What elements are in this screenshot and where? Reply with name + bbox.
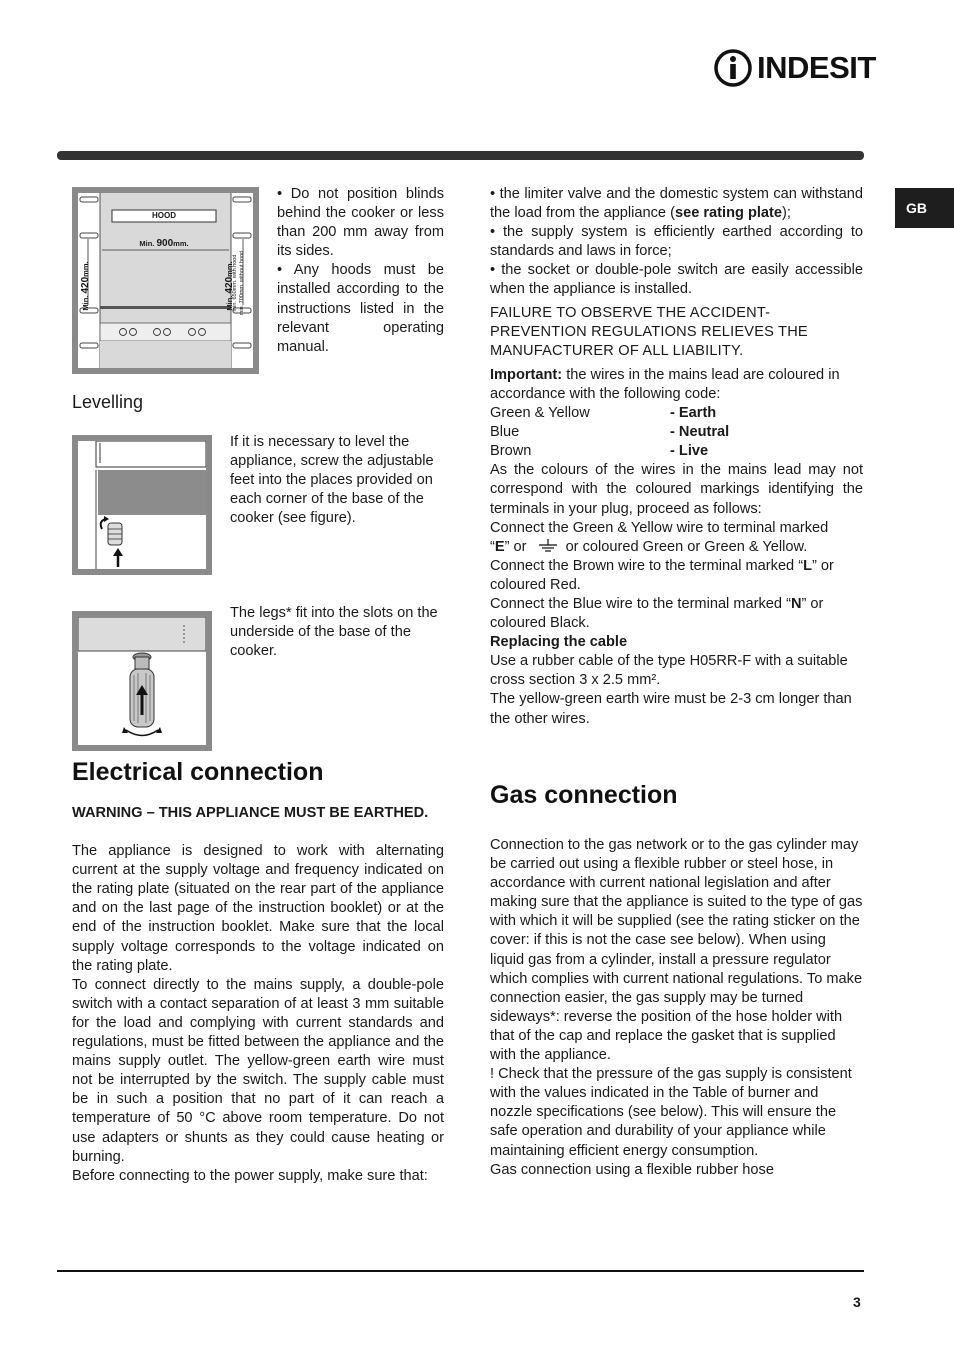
spacer [72,823,444,842]
connect-blue-text: Connect the Blue wire to the terminal marked “ [490,595,791,612]
legs-text [230,604,444,661]
wire-name: Brown [490,443,532,460]
footer-rule [57,1270,864,1272]
wire-row-earth [490,404,863,423]
connect-brown-tail: ” or coloured Red. [490,557,834,593]
left-height-value: 420 [80,276,91,294]
levelling-figure [72,435,212,575]
connect-brown-terminal: L [803,557,813,574]
gas-para-pressure: ! Check that the pressure of the gas supply is consistent with the values indicated in the Table of burner and nozzle specifications (see below). This will ensure the safe operation and durability of your appliance while maintaining efficient energy consumption. [490,1066,852,1159]
check-earthed: • the supply system is efficiently earthed according to standards and laws in force; [490,224,863,260]
gas-section [490,780,863,810]
legs-instructions: The legs* fit into the slots on the underside of the base of the cooker. [230,605,438,660]
language-tab: GB [895,188,954,228]
page-number: 3 [853,1294,861,1310]
wire-value: - Earth [670,405,717,422]
hood-width-dimension [112,239,216,249]
hood-clearance-figure [72,187,259,374]
earth-symbol-icon [537,539,559,553]
colours-note: As the colours of the wires in the mains lead may not correspond with the coloured markings identifying the terminals in your plug, proceed as follows: [490,462,863,517]
check-accessible: • the socket or double-pole switch are easily accessible when the appliance is installed. [490,262,863,298]
left-height-dimension [80,261,92,311]
connect-ge-terminal-e: E [494,538,505,555]
electrical-body [72,804,444,1186]
gas-heading: Gas connection [490,781,678,809]
connect-blue-terminal: N [790,595,802,612]
levelling-diagram [78,441,206,569]
side-note-with-hood: min. 650mm. with hood [232,254,238,312]
hood-label: HOOD [152,211,176,220]
liability-notice: FAILURE TO OBSERVE THE ACCIDENT-PREVENTION REGULATIONS RELIEVES THE MANUFACTURER OF ALL LIABILITY. [490,304,808,359]
right-column-electrical [490,185,863,729]
connect-ge-text: Connect the Green & Yellow wire to terminal marked [490,519,829,536]
hood-width-prefix: Min. [139,239,155,248]
connect-green-yellow [490,519,863,557]
levelling-heading: Levelling [72,392,144,412]
hood-bullet-blinds: • Do not position blinds behind the cooker or less than 200 mm away from its sides. [277,186,444,260]
right-height-unit: mm. [225,261,234,277]
limiter-tail: ); [782,205,791,222]
side-note-without-hood: min. 700mm. without hood [239,250,245,316]
important-text: the wires in the mains lead are coloured in accordance with the following code: [490,366,840,402]
left-height-prefix: Min. [81,295,90,311]
hood-width-unit: mm. [173,239,189,248]
connect-brown [490,557,863,595]
check-limiter-valve [490,185,863,223]
legs-figure [72,611,212,751]
electrical-para-switch: To connect directly to the mains supply, a double-pole switch with a contact separation of at least 3 mm suitable for the load and complying with current standards and regulations, must be fitted between the appliance and the mains supply outlet. The yellow-green earth wire must not be interrupted by the switch. The supply cable must be in such a position that no part of it can reach a temperature of 50 °C above room temperature. Do not use adapters or shunts as they could cause heating or burning. [72,976,444,1165]
electrical-para-supply: The appliance is designed to work with alternating current at the supply voltage and frequency indicated on the rating plate (situated on the rear part of the appliance and on the last page of the instruction booklet) or at the end of the instruction booklet. Make sure that the local supply voltage corresponds to the voltage indicated on the rating plate. [72,843,444,974]
brand-logo-icon [713,48,753,88]
replacing-line-1: Use a rubber cable of the type H05RR-F with a suitable [490,653,848,670]
connect-ge-tail: or coloured Green or Green & Yellow. [565,538,808,555]
hood-bullet-hoods: • Any hoods must be installed according to the instructions listed in the relevant operating manual. [277,262,444,355]
limiter-rating-plate: see rating plate [674,205,783,222]
connect-ge-or: ” or [504,538,527,555]
electrical-para-before: Before connecting to the power supply, make sure that: [72,1167,428,1184]
limiter-text: • the limiter valve and the domestic system can withstand the load from the appliance ( [490,186,863,222]
right-height-value: 420 [224,276,235,294]
hood-width-value: 900 [156,238,174,249]
wire-value: - Live [670,443,709,460]
connect-blue-tail: ” or coloured Black. [490,595,824,632]
wire-name: Blue [490,424,520,441]
left-height-unit: mm. [81,261,90,277]
header-rule [57,151,864,160]
wire-value: - Neutral [670,424,730,441]
important-label: Important: [490,366,563,383]
hood-instructions [277,185,444,357]
legs-diagram [78,617,206,745]
wire-row-live [490,442,863,461]
levelling-text [230,433,444,528]
side-clearance-note [232,244,250,322]
earthing-warning: WARNING – THIS APPLIANCE MUST BE EARTHED. [72,805,429,821]
important-note [490,366,863,404]
right-height-prefix: Min. [225,295,234,311]
replacing-line-3: The yellow-green earth wire must be 2-3 cm longer than the other wires. [490,691,852,727]
wire-name: Green & Yellow [490,405,590,422]
gas-body [490,836,863,1180]
connect-blue [490,595,863,633]
brand-name: INDESIT [757,50,876,85]
replacing-line-2: cross section 3 x 2.5 mm². [490,672,661,689]
levelling-instructions: If it is necessary to level the appliance, screw the adjustable feet into the places provided on each corner of the base of the cooker (see figure). [230,434,434,527]
electrical-heading: Electrical connection [72,758,324,786]
electrical-section [72,757,444,787]
replacing-heading: Replacing the cable [490,634,628,651]
connect-ge-quote-open: “ [490,538,495,555]
connect-brown-text: Connect the Brown wire to the terminal marked “ [490,557,804,574]
gas-para-rubber-hose: Gas connection using a flexible rubber hose [490,1161,774,1178]
gas-para-network: Connection to the gas network or to the gas cylinder may be carried out using a flexible rubber or steel hose, in accordance with current national legislation and after making sure that the appliance is suited to the type of gas with which it will be supplied (see the rating sticker on the cover: if this is not the case see below). When using liquid gas from a cylinder, install a pressure regulator which complies with current national regulations. To make connection easier, the gas supply may be turned sideways*: reverse the position of the hose holder with that of the cap and replace the gasket that is supplied with the appliance. [490,837,863,1064]
wire-row-neutral [490,423,863,442]
